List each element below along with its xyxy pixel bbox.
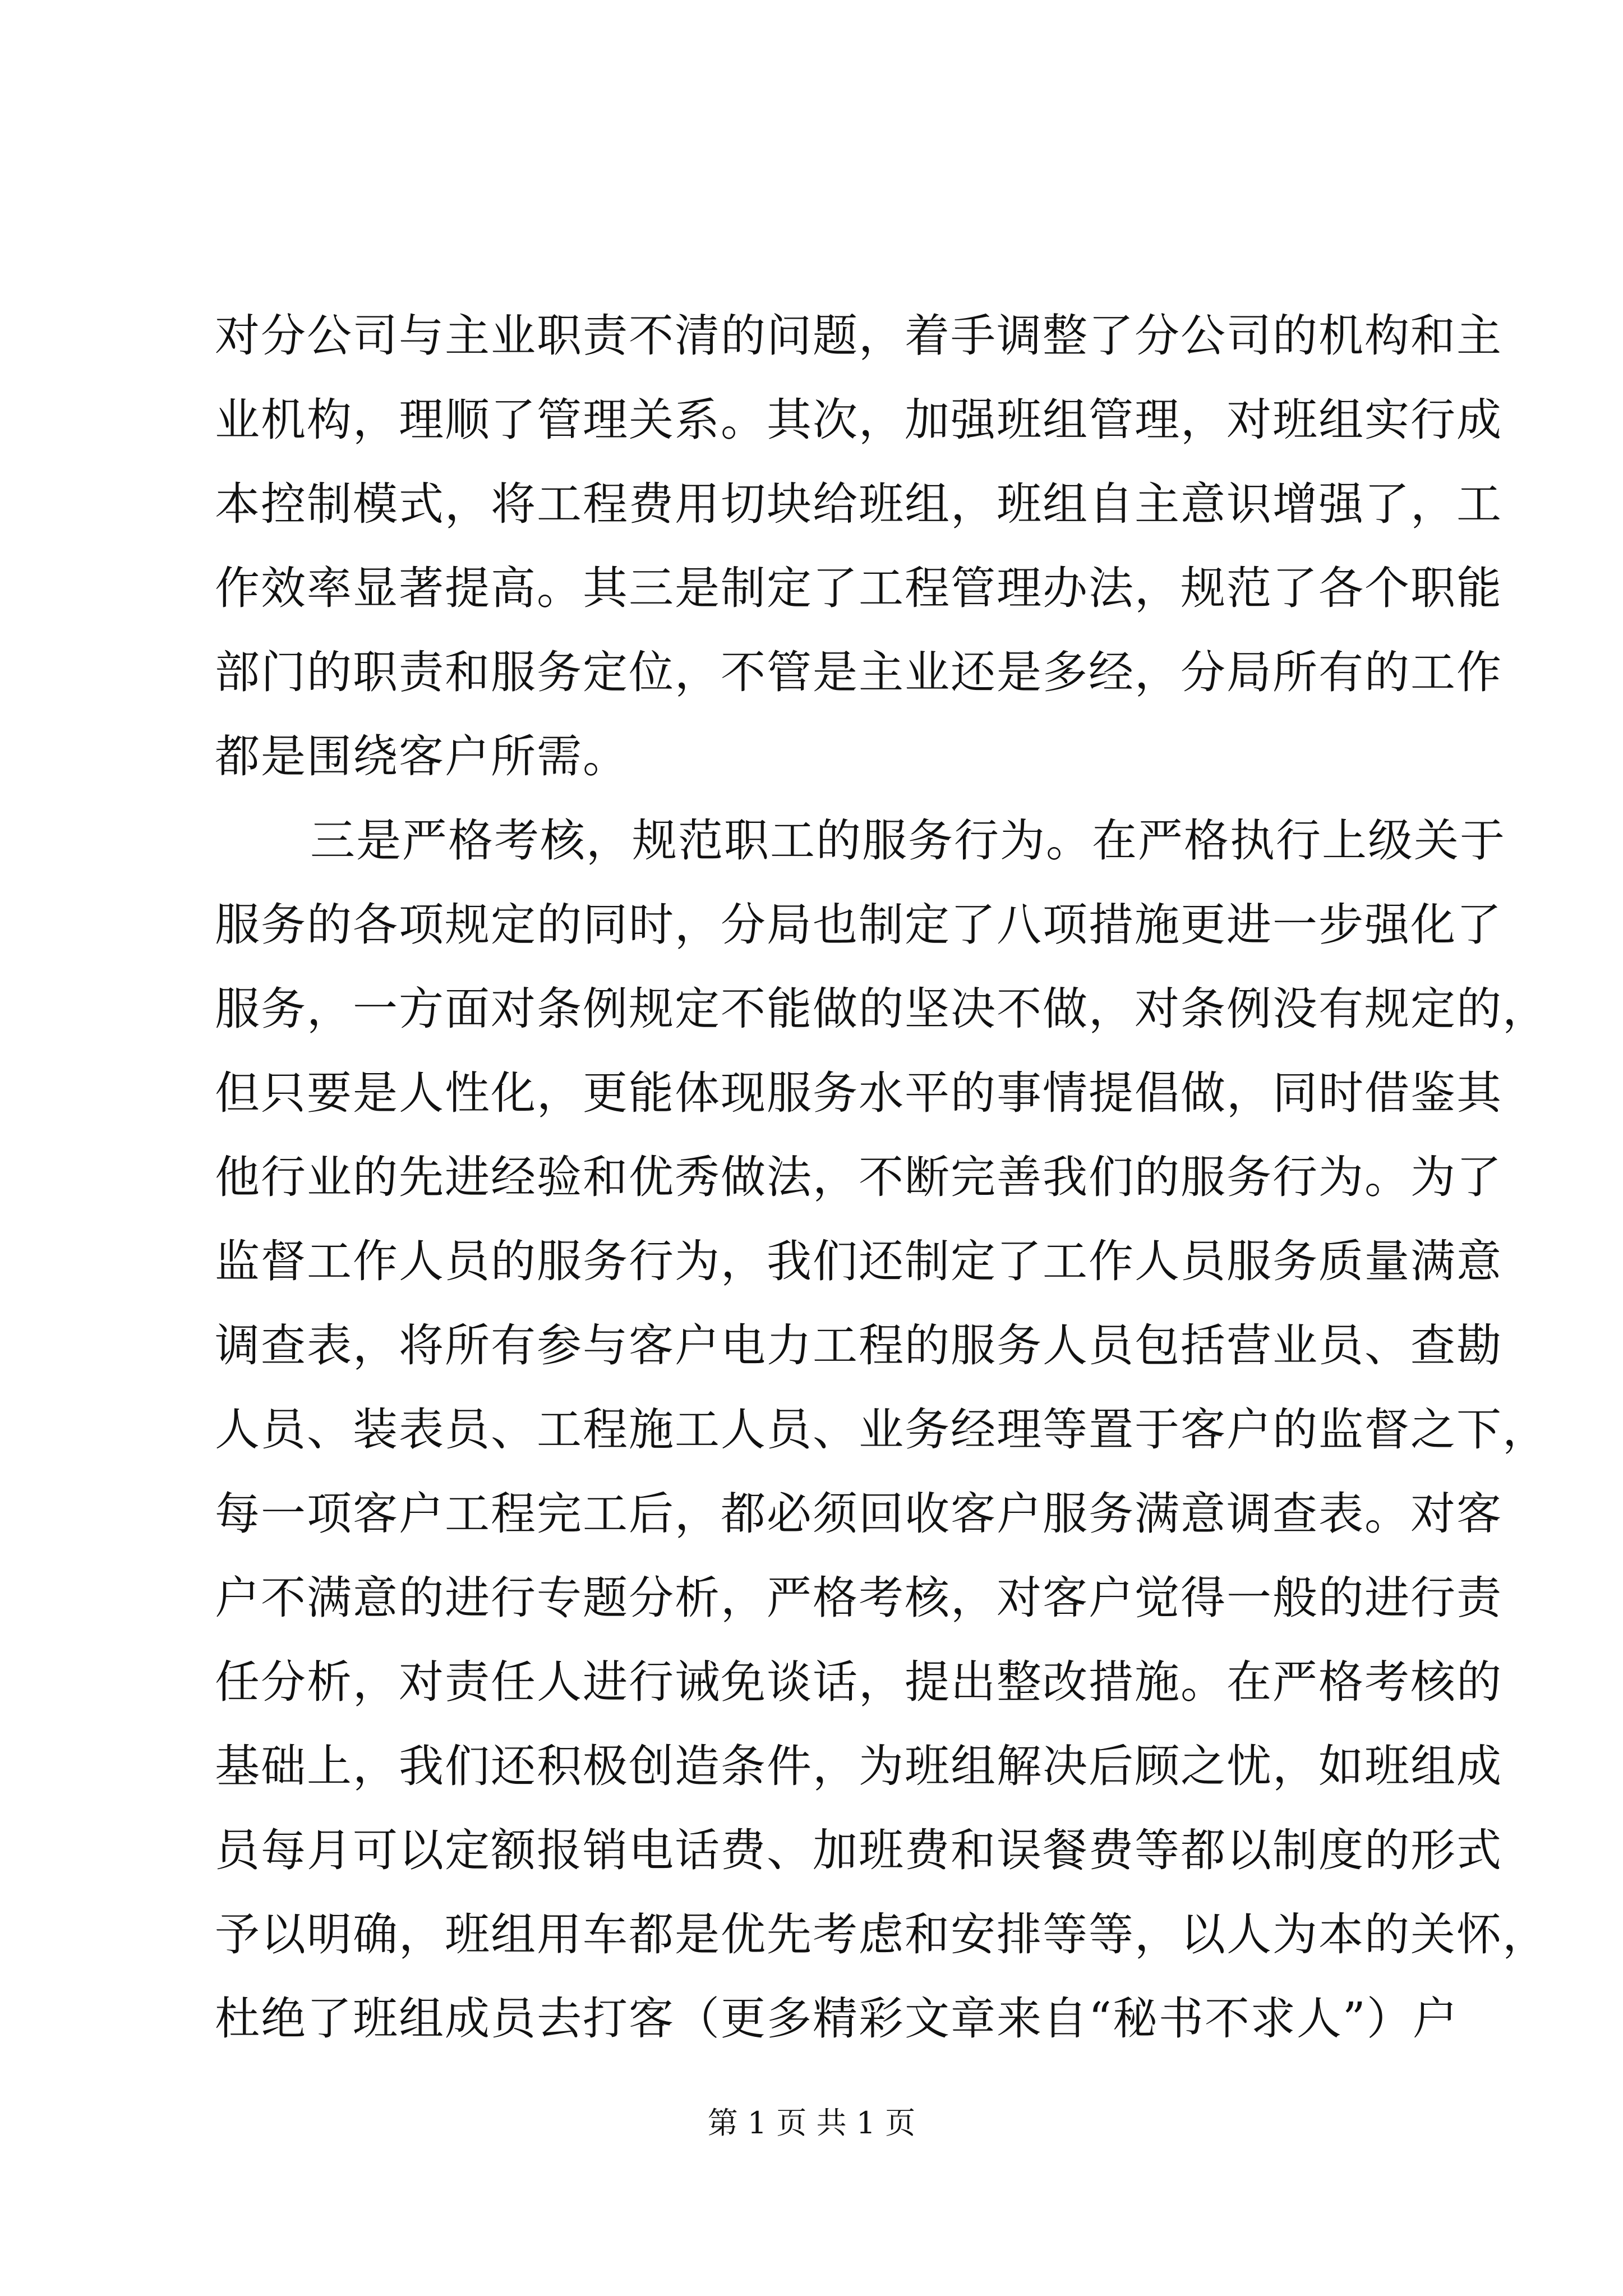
text-line: 任分析，对责任人进行诫免谈话，提出整改措施。在严格考核的 bbox=[215, 1656, 1502, 1708]
paragraph-2 bbox=[215, 799, 1548, 2061]
paragraph-1 bbox=[215, 294, 1502, 799]
text-line: 调查表，将所有参与客户电力工程的服务人员包括营业员、查勘 bbox=[215, 1319, 1502, 1372]
text-line: 户不满意的进行专题分析，严格考核，对客户觉得一般的进行责 bbox=[215, 1572, 1502, 1624]
text-line: 作效率显著提高。其三是制定了工程管理办法，规范了各个职能 bbox=[215, 562, 1502, 614]
text-line: 服务，一方面对条例规定不能做的坚决不做，对条例没有规定的， bbox=[215, 983, 1548, 1035]
text-line: 每一项客户工程完工后，都必须回收客户服务满意调查表。对客 bbox=[215, 1488, 1502, 1540]
text-line: 对分公司与主业职责不清的问题，着手调整了分公司的机构和主 bbox=[215, 310, 1502, 362]
text-line: 服务的各项规定的同时，分局也制定了八项措施更进一步强化了 bbox=[215, 899, 1502, 951]
page-number-label: 第 1 页 共 1 页 bbox=[707, 2105, 916, 2141]
text-line: 杜绝了班组成员去打客（更多精彩文章来自“秘书不求人”）户 bbox=[215, 1993, 1459, 2045]
text-line: 三是严格考核，规范职工的服务行为。在严格执行上级关于 bbox=[310, 815, 1506, 867]
text-line: 监督工作人员的服务行为，我们还制定了工作人员服务质量满意 bbox=[215, 1235, 1502, 1287]
text-line: 基础上，我们还积极创造条件，为班组解决后顾之忧，如班组成 bbox=[215, 1740, 1502, 1792]
text-line: 员每月可以定额报销电话费、加班费和误餐费等都以制度的形式 bbox=[215, 1824, 1502, 1876]
text-line: 都是围绕客户所需。 bbox=[215, 730, 629, 783]
text-line: 部门的职责和服务定位，不管是主业还是多经，分局所有的工作 bbox=[215, 646, 1502, 698]
text-line: 人员、装表员、工程施工人员、业务经理等置于客户的监督之下， bbox=[215, 1404, 1548, 1456]
text-line: 他行业的先进经验和优秀做法，不断完善我们的服务行为。为了 bbox=[215, 1151, 1502, 1203]
text-line: 本控制模式，将工程费用切块给班组，班组自主意识增强了，工 bbox=[215, 478, 1502, 530]
page-footer bbox=[0, 2104, 1623, 2143]
text-line: 业机构，理顺了管理关系。其次，加强班组管理，对班组实行成 bbox=[215, 394, 1502, 446]
text-line: 予以明确，班组用车都是优先考虑和安排等等，以人为本的关怀， bbox=[215, 1908, 1548, 1961]
body-text bbox=[215, 294, 1548, 2061]
text-line: 但只要是人性化，更能体现服务水平的事情提倡做，同时借鉴其 bbox=[215, 1067, 1502, 1119]
